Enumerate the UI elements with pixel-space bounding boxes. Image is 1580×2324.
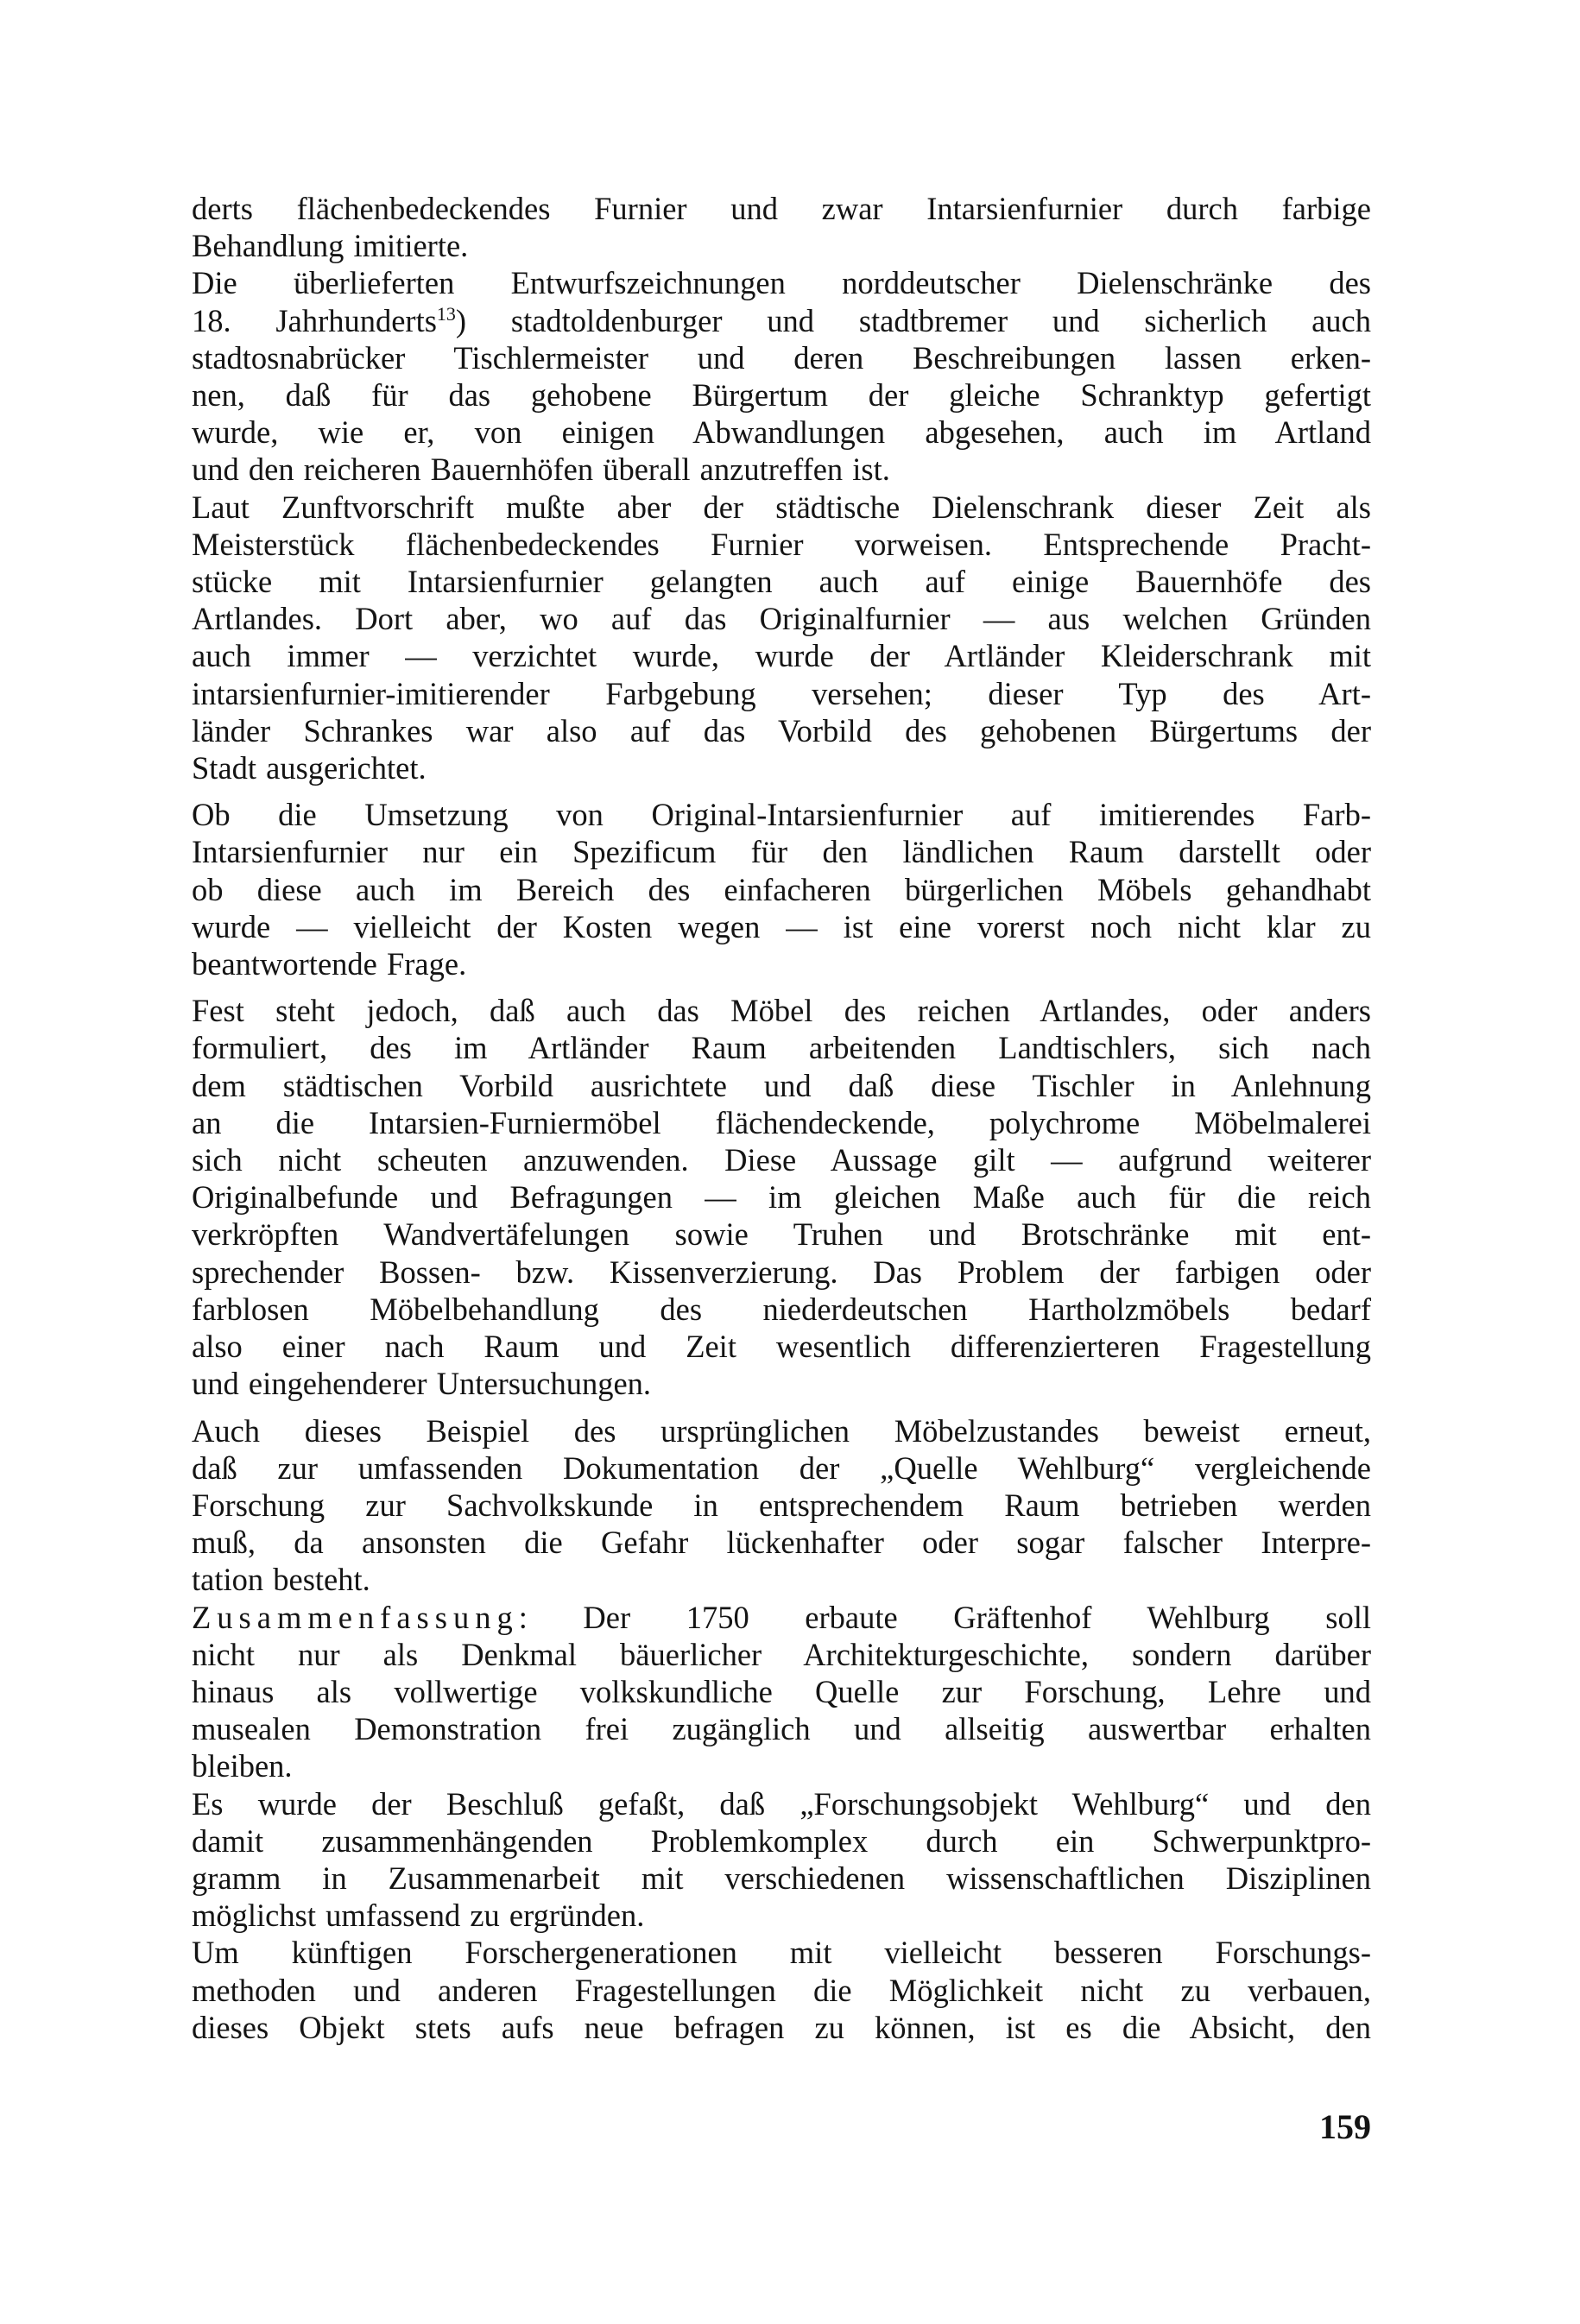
text-line: Originalbefunde und Befragungen — im gleichen Maße auch für die reich bbox=[192, 1179, 1371, 1216]
text-fragment: 18. Jahrhunderts bbox=[192, 302, 437, 338]
text-line: muß, da ansonsten die Gefahr lückenhafter oder sogar falscher Interpre- bbox=[192, 1525, 1371, 1561]
text-line: wurde — vielleicht der Kosten wegen — ist eine vorerst noch nicht klar zu bbox=[192, 908, 1371, 944]
text-line: Meisterstück flächenbedeckendes Furnier vorweisen. Entsprechende Pracht- bbox=[192, 526, 1371, 562]
text-line: länder Schrankes war also auf das Vorbild des gehobenen Bürgertums der bbox=[192, 712, 1371, 748]
text-line: Stadt ausgerichtet. bbox=[192, 750, 427, 786]
text-line: damit zusammenhängenden Problemkomplex durch ein Schwerpunktpro- bbox=[192, 1822, 1371, 1859]
text-line: sich nicht scheuten anzuwenden. Diese Aussage gilt — aufgrund weiterer bbox=[192, 1142, 1371, 1178]
text-line: Laut Zunftvorschrift mußte aber der städtische Dielenschrank dieser Zeit als bbox=[192, 489, 1371, 525]
text-line-with-footnote bbox=[192, 302, 1371, 339]
paragraph-6 bbox=[192, 1412, 1371, 1599]
text-line: stücke mit Intarsienfurnier gelangten auch auf einige Bauernhöfe des bbox=[192, 564, 1371, 600]
text-line: beantwortende Frage. bbox=[192, 946, 467, 982]
paragraph-2 bbox=[192, 264, 1371, 488]
page-body bbox=[192, 190, 1371, 2046]
text-line: Ob die Umsetzung von Original-Intarsienfurnier auf imitierendes Farb- bbox=[192, 797, 1371, 833]
text-line: formuliert, des im Artländer Raum arbeitenden Landtischlers, sich nach bbox=[192, 1030, 1371, 1066]
text-line: methoden und anderen Fragestellungen die Möglichkeit nicht zu verbauen, bbox=[192, 1972, 1371, 2008]
text-line: hinaus als vollwertige volkskundliche Quelle zur Forschung, Lehre und bbox=[192, 1673, 1371, 1709]
text-line: Die überlieferten Entwurfszeichnungen norddeutscher Dielenschränke des bbox=[192, 265, 1371, 301]
text-line: Behandlung imitierte. bbox=[192, 228, 469, 264]
text-line-with-lead bbox=[192, 1599, 1371, 1636]
text-line: ob diese auch im Bereich des einfacheren bürgerlichen Möbels gehandhabt bbox=[192, 871, 1371, 907]
text-line: und eingehenderer Untersuchungen. bbox=[192, 1366, 652, 1402]
summary-lead: Zusammenfassung bbox=[192, 1599, 519, 1635]
page-number: 159 bbox=[1319, 2107, 1371, 2146]
text-line: nen, daß für das gehobene Bürgertum der gleiche Schranktyp gefertigt bbox=[192, 377, 1371, 414]
footnote-marker: 13 bbox=[436, 302, 456, 325]
text-line: Fest steht jedoch, daß auch das Möbel des reichen Artlandes, oder anders bbox=[192, 993, 1371, 1029]
text-line: wurde, wie er, von einigen Abwandlungen abgesehen, auch im Artland bbox=[192, 414, 1371, 451]
footnote-paren: ) bbox=[455, 302, 467, 338]
text-line: an die Intarsien-Furniermöbel flächendeckende, polychrome Möbelmalerei bbox=[192, 1104, 1371, 1140]
paragraph-4 bbox=[192, 796, 1371, 982]
text-line: nicht nur als Denkmal bäuerlicher Architekturgeschichte, sondern darüber bbox=[192, 1636, 1371, 1672]
text-line: dieses Objekt stets aufs neue befragen zu können, ist es die Absicht, den bbox=[192, 2009, 1371, 2045]
text-line: derts flächenbedeckendes Furnier und zwar Intarsienfurnier durch farbige bbox=[192, 191, 1371, 226]
text-line: Forschung zur Sachvolkskunde in entsprechendem Raum betrieben werden bbox=[192, 1487, 1371, 1523]
text-line: musealen Demonstration frei zugänglich und allseitig auswertbar erhalten bbox=[192, 1711, 1371, 1747]
paragraph-9 bbox=[192, 1934, 1371, 2046]
text-line: tation besteht. bbox=[192, 1562, 370, 1598]
text-line: gramm in Zusammenarbeit mit verschiedenen wissenschaftlichen Disziplinen bbox=[192, 1860, 1371, 1896]
text-line: Es wurde der Beschluß gefaßt, daß „Forschungsobjekt Wehlburg“ und den bbox=[192, 1785, 1371, 1822]
text-line: farblosen Möbelbehandlung des niederdeutschen Hartholzmöbels bedarf bbox=[192, 1291, 1371, 1327]
text-line: daß zur umfassenden Dokumentation der „Quelle Wehlburg“ vergleichende bbox=[192, 1449, 1371, 1486]
text-line: Auch dieses Beispiel des ursprünglichen Möbelzustandes beweist erneut, bbox=[192, 1412, 1371, 1449]
paragraph-3 bbox=[192, 489, 1371, 787]
paragraph-8 bbox=[192, 1785, 1371, 1935]
text-line: also einer nach Raum und Zeit wesentlich differenzierteren Fragestellung bbox=[192, 1329, 1371, 1365]
text-line: stadtosnabrücker Tischlermeister und deren Beschreibungen lassen erken- bbox=[192, 339, 1371, 376]
text-line: sprechender Bossen- bzw. Kissenverzierung. Das Problem der farbigen oder bbox=[192, 1254, 1371, 1290]
text-line: möglichst umfassend zu ergründen. bbox=[192, 1898, 645, 1934]
text-line: Um künftigen Forschergenerationen mit vielleicht besseren Forschungs- bbox=[192, 1935, 1371, 1971]
paragraph-1 bbox=[192, 190, 1371, 264]
text-fragment: : Der 1750 erbaute Gräftenhof Wehlburg soll bbox=[518, 1599, 1371, 1635]
text-line: intarsienfurnier-imitierender Farbgebung versehen; dieser Typ des Art- bbox=[192, 675, 1371, 711]
text-line: Artlandes. Dort aber, wo auf das Originalfurnier — aus welchen Gründen bbox=[192, 601, 1371, 637]
text-fragment: stadtoldenburger und stadtbremer und sicherlich auch bbox=[510, 302, 1372, 338]
text-line: dem städtischen Vorbild ausrichtete und daß diese Tischler in Anlehnung bbox=[192, 1067, 1371, 1103]
text-line: bleiben. bbox=[192, 1748, 293, 1784]
text-line: und den reicheren Bauernhöfen überall anzutreffen ist. bbox=[192, 452, 890, 488]
paragraph-5 bbox=[192, 992, 1371, 1402]
text-line: verkröpften Wandvertäfelungen sowie Truhen und Brotschränke mit ent- bbox=[192, 1216, 1371, 1253]
text-line: Intarsienfurnier nur ein Spezificum für den ländlichen Raum darstellt oder bbox=[192, 834, 1371, 870]
paragraph-summary bbox=[192, 1599, 1371, 1785]
text-line: auch immer — verzichtet wurde, wurde der Artländer Kleiderschrank mit bbox=[192, 638, 1371, 674]
